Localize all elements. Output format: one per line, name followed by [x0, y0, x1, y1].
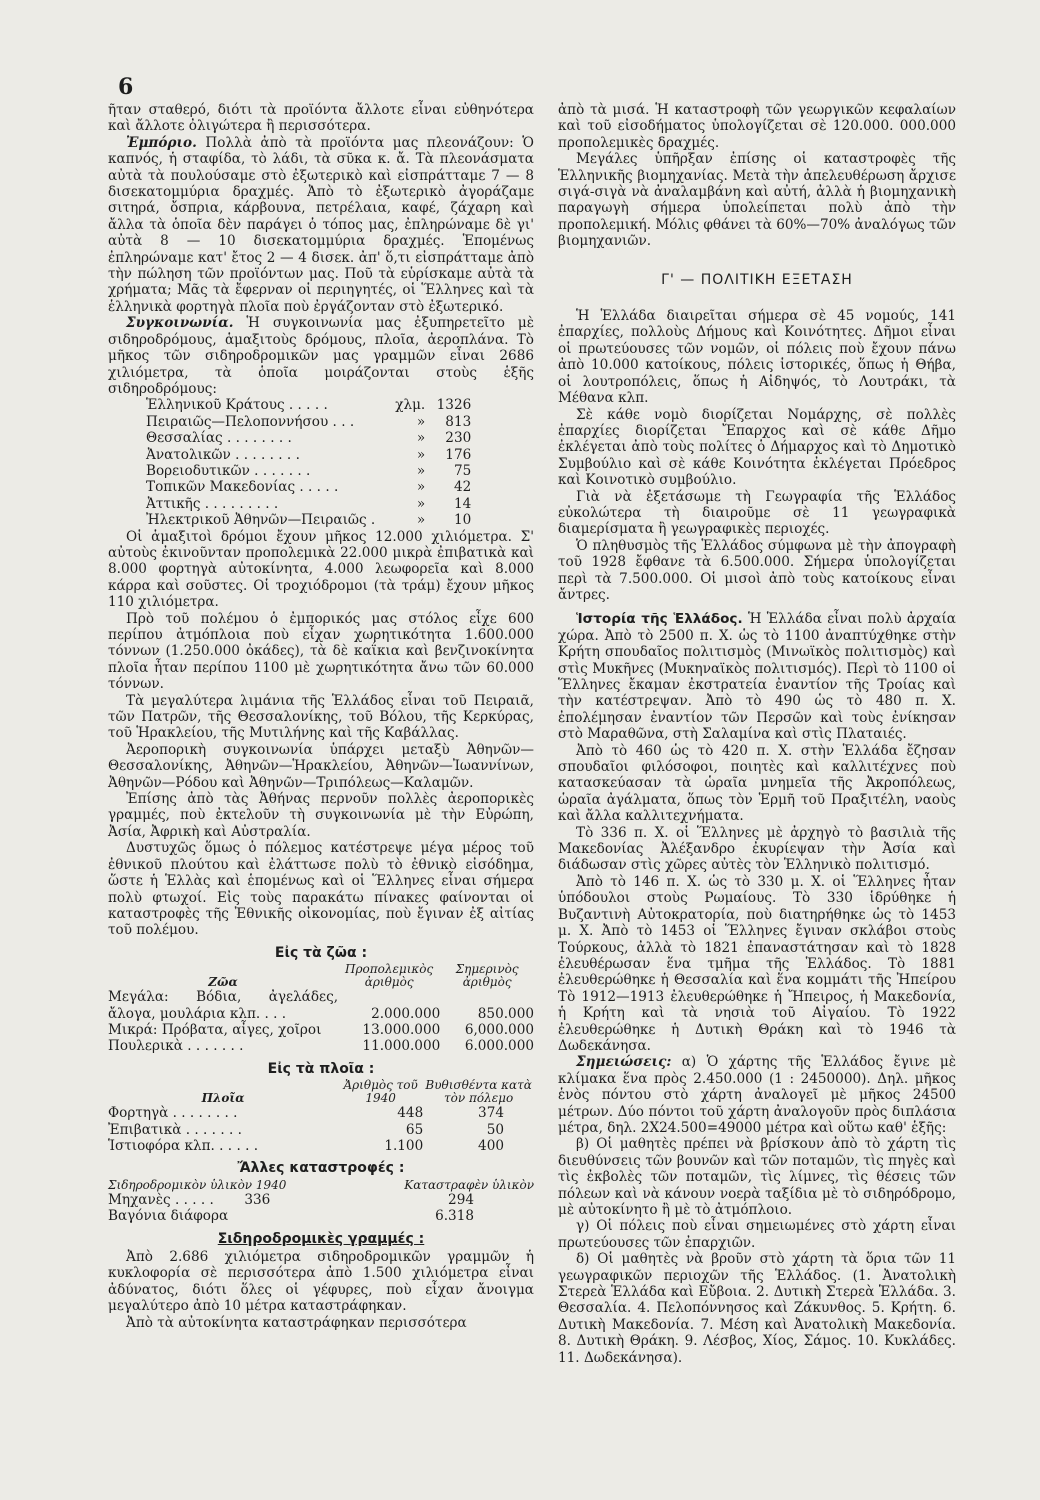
cell-value: 2.000.000 [371, 1005, 441, 1022]
railway-name: Ἑλληνικοῦ Κράτους . . . . . [146, 397, 328, 414]
communication-heading: Συγκοινωνία. [126, 315, 234, 332]
table-row [108, 989, 534, 1022]
railway-unit: » [416, 430, 426, 447]
animals-table [108, 963, 534, 1055]
cell-value: 374 [478, 1105, 504, 1122]
railway-name: Βορειοδυτικῶν . . . . . . . [146, 462, 311, 479]
classical-paragraph: Ἀπὸ τὸ 460 ὡς τὸ 420 π. Χ. στὴν Ἑλλάδα ἔζησαν σπουδαῖοι φιλόσοφοι, ποιητὲς καὶ καλλιτέχνες ποὺ κατασκεύασαν τὰ ὡραῖα μνημεῖα τῆς Ἀκροπόλεως, ὡραῖα ἀγάλματα, ὅπως τὸν Ἑρμῆ τοῦ Πραξιτέλη, ναοὺς καὶ ἄλλα καλλιτεχνήματα. [558, 742, 956, 825]
table-row [108, 1022, 534, 1038]
cell-value: 11.000.000 [362, 1038, 441, 1055]
railway-name: Ἀττικῆς . . . . . . . . . [146, 495, 279, 512]
governors-paragraph: Σὲ κάθε νομὸ διορίζεται Νομάρχης, σὲ πολλὲς ἐπαρχίες διορίζεται Ἔπαρχος καὶ σὲ κάθε Δῆμο ἐκλέγεται ἀπὸ τοὺς πολίτες ὁ Δήμαρχος καὶ τὸ Δημοτικὸ Συμβούλιο καὶ σὲ κάθε Κοινότητα ἐκλέγεται Πρόεδρος καὶ Κοινοτικὸ συμβούλιο. [558, 406, 956, 489]
col-header: Σιδηροδρομικὸν ὑλικὸν 1940 [108, 1177, 287, 1192]
notes-paragraph [558, 1054, 956, 1136]
railway-unit: » [416, 446, 426, 463]
table-row [108, 463, 471, 479]
notes-heading: Σημειώσεις: [576, 1054, 672, 1071]
communication-text: Ἡ συγκοινωνία μας ἐξυπηρετεῖτο μὲ σιδηροδρόμους, ἁμαξιτοὺς δρόμους, πλοῖα, ἀεροπλάνα. Τὸ μῆκος τῶν σιδηροδρομικῶν μας γραμμῶν εἶναι 2686 χιλιόμετρα, τὰ ὁποῖα μοιράζονται στοὺς ἑξῆς σιδηροδρόμους: [108, 315, 534, 397]
alexander-paragraph: Τὸ 336 π. Χ. οἱ Ἕλληνες μὲ ἀρχηγὸ τὸ βασιλιὰ τῆς Μακεδονίας Ἀλέξανδρο ἐκυρίεψαν τὴν Ἀσία καὶ διάδωσαν στὶς χῶρες αὐτὲς τὸν Ἑλληνικὸ πολιτισμό. [558, 824, 956, 874]
ports-paragraph: Τὰ μεγαλύτερα λιμάνια τῆς Ἑλλάδος εἶναι τοῦ Πειραιᾶ, τῶν Πατρῶν, τῆς Θεσσαλονίκης, τοῦ Βόλου, τῆς Κερκύρας, τοῦ Ἡρακλείου, τῆς Μυτιλήνης καὶ τῆς Καβάλλας. [108, 692, 534, 742]
cell-value: 13.000.000 [362, 1021, 441, 1038]
war-damage-paragraph: Δυστυχῶς ὅμως ὁ πόλεμος κατέστρεψε μέγα μέρος τοῦ ἐθνικοῦ πλούτου καὶ ἐλάττωσε πολὺ τὸ ἐθνικὸ εἰσόδημα, ὥστε ἡ Ἑλλὰς καὶ ἑπομένως καὶ οἱ Ἕλληνες εἶναι σήμερα πολὺ φτωχοί. Εἰς τοὺς παρακάτω πίνακες φαίνονται οἱ καταστροφὲς τῆς Ἐθνικῆς οἰκονομίας, ποὺ ἔγιναν ἐξ αἰτίας τοῦ πολέμου. [108, 840, 534, 939]
table-row [108, 496, 471, 512]
row-label: Μεγάλα: Βόδια, ἀγελάδες, ἄλογα, μουλάρια κλπ. . . . [108, 989, 339, 1022]
table-row [108, 397, 471, 413]
railway-km: 14 [453, 495, 472, 512]
rail-lines-paragraph: Ἀπὸ 2.686 χιλιόμετρα σιδηροδρομικῶν γραμμῶν ἡ κυκλοφορία σὲ περισσότερα ἀπὸ 1.500 χιλιόμετρα εἶναι ἀδύνατος, διότι ὅλες οἱ γέφυρες, ποὺ εἶχαν ἄνοιγμα μεγαλύτερο ἀπὸ 10 μέτρα καταστράφηκαν. [108, 1249, 534, 1315]
railway-km: 813 [445, 413, 472, 430]
cell-value: 6.318 [435, 1208, 474, 1225]
cars-paragraph: Ἀπὸ τὰ αὐτοκίνητα καταστράφηκαν περισσότερα [126, 1314, 467, 1331]
row-label: Μικρά: Πρόβατα, αἶγες, χοῖροι [108, 1021, 322, 1038]
col-header: Βυθισθέντα κατὰ τὸν πόλεμο [425, 1078, 532, 1106]
table-row [108, 479, 471, 495]
notes-a-text: α) Ὁ χάρτης τῆς Ἑλλάδος ἔγινε μὲ κλίμακα ἕνα πρὸς 2.450.000 (1 : 2450000). Δηλ. μῆκος ἑνὸς πόντου στὸ χάρτη ἀναλογεῖ μὲ μῆκος 24500 μέτρων. Δύο πόντοι τοῦ χάρτη ἀναλογοῦν πρὸς διπλάσια μέτρα, δηλ. 2Χ24.500=49000 μέτρα καὶ οὕτω καθ' ἑξῆς: [558, 1054, 956, 1136]
trade-paragraph [108, 135, 534, 315]
railway-name: Τοπικῶν Μακεδονίας . . . . . [146, 479, 339, 496]
railway-unit: » [416, 413, 426, 430]
table-header [108, 1179, 534, 1192]
row-label: Ἱστιοφόρα κλπ. . . . . . [108, 1137, 259, 1154]
roads-paragraph: Οἱ ἁμαξιτοὶ δρόμοι ἔχουν μῆκος 12.000 χιλιόμετρα. Σ' αὐτοὺς ἐκινοῦνταν προπολεμικὰ 22.000 μικρὰ ἐπιβατικὰ καὶ 8.000 φορτηγὰ αὐτοκίνητα, 4.000 λεωφορεῖα καὶ 8.000 κάρρα καὶ σοῦστες. Οἱ τροχιόδρομοι (τὰ τράμ) ἔχουν μῆκος 110 χιλιόμετρα. [108, 528, 534, 611]
row-label: Ἐπιβατικὰ . . . . . . . [108, 1121, 242, 1138]
cell-value [244, 1208, 363, 1224]
rail-lines-title: Σιδηροδρομικὲς γραμμές : [217, 1230, 425, 1247]
railway-km: 230 [445, 430, 472, 447]
history-paragraph [558, 611, 956, 742]
history-heading: Ἱστορία τῆς Ἑλλάδος. [576, 611, 743, 628]
col-header: Πλοῖα [201, 1091, 245, 1106]
railway-unit: » [416, 479, 426, 496]
railway-km: 75 [453, 462, 472, 479]
cell-value: 400 [478, 1137, 504, 1154]
railway-unit: χλμ. [395, 397, 426, 414]
other-damage-title: Ἄλλες καταστροφές : [237, 1160, 405, 1177]
population-paragraph: Ὁ πληθυσμὸς τῆς Ἑλλάδος σύμφωνα μὲ τὴν ἀπογραφὴ τοῦ 1928 ἔφθανε τὰ 6.500.000. Σήμερα ὑπολογίζεται περὶ τὰ 7.500.000. Οἱ μισοὶ ἀπὸ τοὺς κατοίκους εἶναι ἄντρες. [558, 537, 956, 603]
cell-value: 448 [397, 1105, 424, 1122]
railway-name: Πειραιῶς—Πελοποννήσου . . . [146, 413, 355, 430]
row-label: Βαγόνια διάφορα [108, 1208, 229, 1225]
col-header: Ἀριθμὸς τοῦ 1940 [343, 1078, 418, 1106]
railway-km: 42 [453, 479, 472, 496]
table-row [108, 1038, 534, 1054]
fleet-paragraph: Πρὸ τοῦ πολέμου ὁ ἐμπορικός μας στόλος εἶχε 600 περίπου ἀτμόπλοια ποὺ εἶχαν χωρητικότητα 1.600.000 τόννων (1.250.000 ὀκάδες), τὰ δὲ καΐκια καὶ βενζινοκίνητα πλοῖα ἦταν περίπου 1100 μὲ χωρητικότητα ἄνω τῶν 60.000 τόννων. [108, 610, 534, 693]
agri-damage-paragraph: ἀπὸ τὰ μισά. Ἡ καταστροφὴ τῶν γεωργικῶν κεφαλαίων καὶ τοῦ εἰσοδήματος ὑπολογίζεται σὲ 120.000. 000.000 προπολεμικὲς δραχμές. [558, 102, 956, 151]
other-damage-table [108, 1179, 534, 1225]
byzantine-paragraph: Ἀπὸ τὸ 146 π. Χ. ὡς τὸ 330 μ. Χ. οἱ Ἕλληνες ἦταν ὑπόδουλοι στοὺς Ρωμαίους. Τὸ 330 ἱδρύθηκε ἡ Βυζαντινὴ Αὐτοκρατορία, ποὺ διατηρήθηκε ὡς τὸ 1453 μ. Χ. Ἀπὸ τὸ 1453 οἱ Ἕλληνες ἔγιναν σκλάβοι στοὺς Τούρκους, ἀλλὰ τὸ 1821 ἐπαναστάτησαν καὶ τὸ 1828 ἐλευθέρωσαν ἕνα τμῆμα τῆς Ἑλλάδος. Τὸ 1881 ἐλευθερώθηκε ἡ Θεσσαλία καὶ ἕνα κομμάτι τῆς Ἠπείρου Τὸ 1912—1913 ἐλευθερώθηκε ἡ Ἤπειρος, ἡ Μακεδονία, ἡ Κρήτη καὶ τὰ νησιὰ τοῦ Αἰγαίου. Τὸ 1922 ἐλευθερώθηκε ἡ Δυτικὴ Θράκη καὶ τὸ 1946 τὰ Δωδεκάνησα. [558, 873, 956, 1054]
table-row [108, 414, 471, 430]
table-row [108, 447, 471, 463]
table-row [108, 1192, 534, 1208]
railway-km: 1326 [436, 397, 472, 414]
row-label: Φορτηγὰ . . . . . . . . [108, 1105, 238, 1122]
railway-km: 10 [453, 512, 472, 529]
railway-name: Ἀνατολικῶν . . . . . . . . [146, 446, 300, 463]
left-column [108, 102, 534, 1331]
notes-c-paragraph: γ) Οἱ πόλεις ποὺ εἶναι σημειωμένες στὸ χάρτη εἶναι πρωτεύουσες τῶν ἐπαρχιῶν. [558, 1218, 956, 1251]
air-paragraph: Ἀεροπορικὴ συγκοινωνία ὑπάρχει μεταξὺ Ἀθηνῶν—Θεσσαλονίκης, Ἀθηνῶν—Ἡρακλείου, Ἀθηνῶν—Ἰωαννίνων, Ἀθηνῶν—Ρόδου καὶ Ἀθηνῶν—Τριπόλεως—Καλαμῶν. [108, 741, 534, 791]
regions-paragraph: Γιὰ νὰ ἐξετάσωμε τὴ Γεωγραφία τῆς Ἑλλάδος εὐκολώτερα τὴ διαιροῦμε σὲ 11 γεωγραφικὰ διαμερίσματα ἢ γεωγραφικὲς περιοχές. [558, 488, 956, 538]
notes-d-paragraph: δ) Οἱ μαθητὲς νὰ βροῦν στὸ χάρτη τὰ ὅρια τῶν 11 γεωγραφικῶν περιοχῶν τῆς Ἑλλάδος. (1. Ἀνατολικὴ Στερεὰ Ἑλλάδα καὶ Εὔβοια. 2. Δυτικὴ Στερεὰ Ἑλλάδα. 3. Θεσσαλία. 4. Πελοπόννησος καὶ Ζάκυνθος. 5. Κρήτη. 6. Δυτικὴ Μακεδονία. 7. Μέση καὶ Ἀνατολικὴ Μακεδονία. 8. Δυτικὴ Θράκη. 9. Λέσβος, Χίος, Σάμος. 10. Κυκλάδες. 11. Δωδεκάνησα). [558, 1251, 956, 1366]
table-row [108, 1105, 534, 1121]
cell-value: 50 [486, 1121, 504, 1138]
col-header: Προπολεμικὸς ἀριθμὸς [345, 962, 434, 990]
row-label: Πουλερικὰ . . . . . . . [108, 1038, 244, 1055]
cell-value: 336 [244, 1191, 271, 1208]
railway-unit: » [416, 462, 426, 479]
page-number: 6 [118, 74, 134, 100]
industry-paragraph: Μεγάλες ὑπῆρξαν ἐπίσης οἱ καταστροφὲς τῆς Ἑλληνικῆς βιομηχανίας. Μετὰ τὴν ἀπελευθέρωση ἄρχισε σιγά-σιγὰ νὰ ἀναλαμβάνη καὶ αὐτή, ἀλλὰ ἡ βιομηχανικὴ παραγωγὴ σήμερα ὑπολείπεται πολὺ ἀπὸ τὴν προπολεμική. Μόλις φθάνει τὰ 60%—70% ἀναλόγως τῶν βιομηχανιῶν. [558, 151, 956, 250]
col-header: Ζῶα [208, 975, 238, 990]
cell-value: 65 [405, 1121, 424, 1138]
table-row [108, 1122, 534, 1138]
cell-value: 1.100 [384, 1137, 424, 1154]
railway-unit: » [416, 512, 426, 529]
cell-value: 294 [448, 1191, 474, 1208]
air-international-paragraph: Ἐπίσης ἀπὸ τὰς Ἀθήνας περνοῦν πολλὲς ἀεροπορικὲς γραμμές, ποὺ ἐκτελοῦν τὴ συγκοινωνία μὲ τὴν Εὐρώπη, Ἀσία, Ἀφρικὴ καὶ Αὐστραλία. [108, 791, 534, 840]
row-label: Μηχανὲς . . . . . [108, 1191, 214, 1208]
animals-table-title: Εἰς τὰ ζῶα : [274, 944, 368, 961]
ships-table [108, 1079, 534, 1154]
intro-paragraph: ῆταν σταθερό, διότι τὰ προϊόντα ἄλλοτε εἶναι εὐθηνότερα καὶ ἄλλοτε ὀλιγώτερα ἢ περισσότερα. [108, 102, 534, 135]
ships-table-title: Εἰς τὰ πλοῖα : [267, 1060, 375, 1077]
trade-heading: Ἐμπόριο. [126, 134, 197, 151]
col-header: Καταστραφὲν ὑλικὸν [404, 1177, 534, 1192]
table-header [108, 963, 534, 989]
trade-text: Πολλὰ ἀπὸ τὰ προϊόντα μας πλεονάζουν: Ὁ καπνός, ἡ σταφίδα, τὸ λάδι, τὰ σῦκα κ. ἄ. Τὰ πλεονάσματα αὐτὰ τὰ πουλούσαμε στὸ ἐξωτερικὸ καὶ εἰσπράτταμε 7 — 8 δισεκατομμύρια δραχμές. Ἀπὸ τὸ ἐξωτερικὸ ἀγοράζαμε σιτηρά, ὄσπρια, κάρβουνα, πετρέλαια, καφέ, ζάχαρη καὶ ἄλλα τὰ ὁποῖα δὲν παράγει ὁ τόπος μας, ἐπληρώναμε δὲ γι' αὐτὰ 8 — 10 δισεκατομμύρια δραχμές. Ἑπομένως ἐπληρώναμε κατ' ἔτος 2 — 4 δισεκ. ἀπ' ὅ,τι εἰσπράτταμε ἀπὸ τὴν πώληση τῶν προϊόντων μας. Ποῦ τὰ εὑρίσκαμε αὐτὰ τὰ χρήματα; Μᾶς τὰ ἔφερναν οἱ περιηγητές, οἱ Ἕλληνες καὶ τὰ ἑλληνικὰ φορτηγὰ πλοῖα ποὺ ἐργάζονταν στὸ ἐξωτερικό. [108, 134, 534, 315]
railway-name: Ἠλεκτρικοῦ Ἀθηνῶν—Πειραιῶς . [146, 512, 376, 529]
railway-unit: » [416, 495, 426, 512]
cell-value: 6,000.000 [464, 1021, 534, 1038]
table-row [108, 1138, 534, 1154]
table-row [108, 1208, 534, 1224]
railways-table [108, 397, 471, 528]
table-row [108, 512, 471, 528]
table-header [108, 1079, 534, 1105]
history-text: Ἡ Ἑλλάδα εἶναι πολὺ ἀρχαία χώρα. Ἀπὸ τὸ 2500 π. Χ. ὡς τὸ 1100 ἀναπτύχθηκε στὴν Κρήτη σπουδαῖος πολιτισμὸς (Μινωϊκὸς πολιτισμὸς) καὶ στὶς Μυκῆνες (Μυκηναϊκὸς πολιτισμός). Περὶ τὸ 1100 οἱ Ἕλληνες ἔκαμαν ἐκστρατεία ἐναντίον τῆς Τροίας καὶ τὴν κατέστρεψαν. Ἀπὸ τὸ 490 ὡς τὸ 480 π. Χ. ἐπολέμησαν ἐναντίον τῶν Περσῶν καὶ τοὺς ἐνίκησαν στὸ Μαραθῶνα, στὴ Σαλαμίνα καὶ στὶς Πλαταιές. [558, 611, 956, 743]
table-row [108, 430, 471, 446]
right-column [558, 102, 956, 1366]
notes-b-paragraph: β) Οἱ μαθητὲς πρέπει νὰ βρίσκουν ἀπὸ τὸ χάρτη τὶς διευθύνσεις τῶν βουνῶν καὶ τῶν ποταμῶν, τὶς πηγὲς καὶ τὶς ἐκβολὲς τῶν ποταμῶν, τὶς λίμνες, τὶς θέσεις τῶν πόλεων καὶ νὰ κάνουν νοερὰ ταξίδια μὲ τὸ σιδηρόδρομο, μὲ αὐτοκίνητο ἢ μὲ τὸ ἀτμόπλοιο. [558, 1136, 956, 1218]
section-title: Γ' — ΠΟΛΙΤΙΚΗ ΕΞΕΤΑΣΗ [661, 271, 853, 288]
railway-name: Θεσσαλίας . . . . . . . . [146, 430, 292, 447]
cell-value: 6.000.000 [464, 1038, 534, 1055]
communication-paragraph [108, 315, 534, 397]
railway-km: 176 [445, 446, 472, 463]
cell-value: 850.000 [477, 1005, 534, 1022]
administration-paragraph: Ἡ Ἑλλάδα διαιρεῖται σήμερα σὲ 45 νομούς, 141 ἐπαρχίες, πολλοὺς Δήμους καὶ Κοινότητες. Δῆμοι εἶναι οἱ πρωτεύουσες τῶν νομῶν, οἱ πόλεις ποὺ ἔχουν πάνω ἀπὸ 10.000 κατοίκους, πόλεις ἱστορικές, ὅπως ἡ Θήβα, οἱ λουτροπόλεις, ὅπως ἡ Αἰδηψός, τὸ Λουτράκι, τὰ Μέθανα κλπ. [558, 308, 956, 407]
col-header: Σημερινὸς ἀριθμὸς [455, 962, 519, 990]
